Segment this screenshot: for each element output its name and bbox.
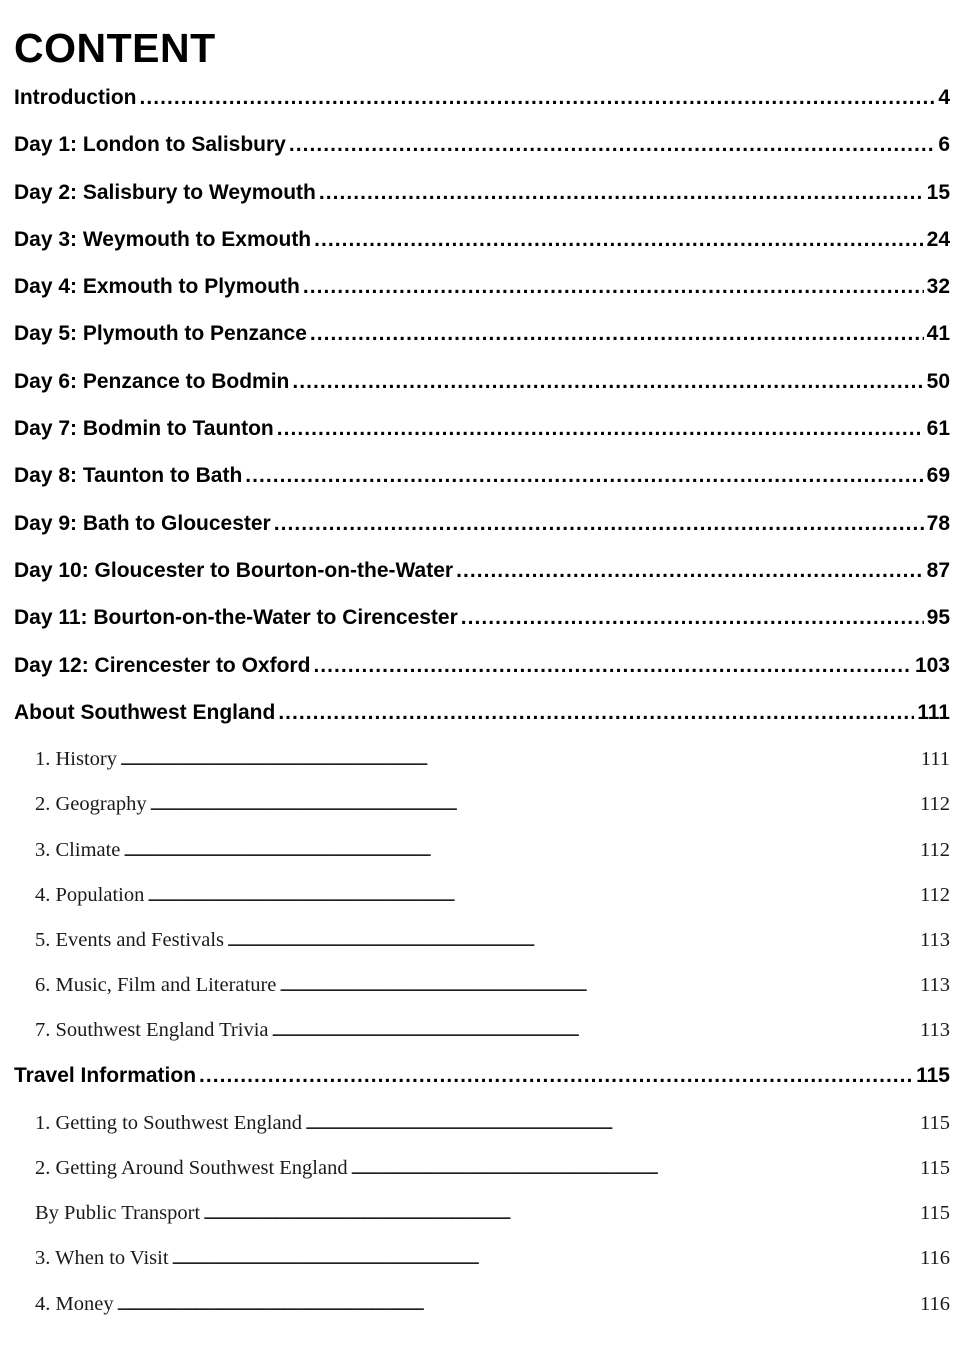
toc-page-number: 61	[926, 417, 950, 441]
toc-page-number: 50	[926, 369, 950, 393]
toc-entry-label: 2. Getting Around Southwest England	[35, 1156, 348, 1179]
toc-entry-day-2[interactable]	[14, 173, 950, 220]
toc-page-number: 111	[917, 700, 950, 724]
toc-page-number: 87	[926, 558, 950, 582]
dot-leader	[319, 173, 924, 213]
dot-leader	[199, 1056, 913, 1096]
dot-leader	[147, 876, 917, 916]
toc-entry-label: Day 4: Exmouth to Plymouth	[14, 275, 300, 299]
toc-page-number: 115	[920, 1156, 950, 1179]
dot-leader	[123, 831, 917, 871]
toc-entry-label: Day 9: Bath to Gloucester	[14, 511, 271, 535]
dot-leader	[245, 456, 923, 496]
toc-entry-label: Day 10: Gloucester to Bourton-on-the-Water	[14, 558, 454, 582]
toc-entry-label: 3. When to Visit	[35, 1247, 169, 1270]
toc-page-number: 115	[920, 1111, 950, 1134]
toc-entry-label: Day 1: London to Salisbury	[14, 133, 286, 157]
toc-entry-label: By Public Transport	[35, 1202, 201, 1225]
toc-subentry-trivia[interactable]	[14, 1011, 950, 1056]
toc-page-number: 115	[916, 1064, 950, 1088]
toc-entry-label: Day 12: Cirencester to Oxford	[14, 653, 311, 677]
toc-subentry-events-and-festivals[interactable]	[14, 921, 950, 966]
toc-subentry-music-film-literature[interactable]	[14, 966, 950, 1011]
toc-entry-day-9[interactable]	[14, 504, 950, 551]
toc-page-number: 24	[926, 227, 950, 251]
dot-leader	[117, 1285, 917, 1325]
toc-entry-label: 1. Getting to Southwest England	[35, 1111, 303, 1134]
toc-entry-label: 5. Events and Festivals	[35, 928, 225, 951]
dot-leader	[279, 966, 917, 1006]
toc-entry-day-1[interactable]	[14, 125, 950, 172]
toc-entry-label: About Southwest England	[14, 700, 276, 724]
toc-entry-label: Day 2: Salisbury to Weymouth	[14, 180, 316, 204]
toc-entry-day-5[interactable]	[14, 314, 950, 361]
dot-leader	[314, 220, 924, 260]
dot-leader	[351, 1149, 917, 1189]
toc-entry-label: Introduction	[14, 86, 137, 109]
dot-leader	[313, 646, 912, 686]
table-of-contents-page	[14, 22, 950, 1330]
toc-subentry-public-transport[interactable]	[14, 1194, 950, 1239]
dot-leader	[274, 504, 924, 544]
toc-entry-label: 4. Population	[35, 883, 145, 906]
dot-leader	[278, 693, 914, 733]
toc-entry-label: 6. Music, Film and Literature	[35, 974, 277, 997]
toc-page-number: 103	[914, 653, 950, 677]
toc-page-number: 6	[938, 133, 950, 157]
toc-entry-day-7[interactable]	[14, 409, 950, 456]
toc-list	[14, 78, 950, 1330]
toc-page-number: 116	[920, 1247, 950, 1270]
toc-entry-label: Day 6: Penzance to Bodmin	[14, 369, 290, 393]
toc-entry-label: 3. Climate	[35, 838, 121, 861]
dot-leader	[303, 267, 924, 307]
dot-leader	[277, 409, 924, 449]
toc-entry-day-4[interactable]	[14, 267, 950, 314]
dot-leader	[203, 1194, 917, 1234]
toc-page-number: 15	[926, 180, 950, 204]
toc-page-number: 4	[938, 86, 950, 109]
toc-page-number: 115	[920, 1202, 950, 1225]
toc-entry-day-8[interactable]	[14, 456, 950, 503]
toc-entry-day-11[interactable]	[14, 598, 950, 645]
toc-entry-label: Day 5: Plymouth to Penzance	[14, 322, 307, 346]
dot-leader	[150, 785, 917, 825]
dot-leader	[120, 740, 918, 780]
toc-entry-day-6[interactable]	[14, 362, 950, 409]
toc-entry-introduction[interactable]	[14, 78, 950, 125]
toc-subentry-geography[interactable]	[14, 785, 950, 830]
toc-entry-travel-information[interactable]	[14, 1056, 950, 1103]
toc-entry-label: Day 11: Bourton-on-the-Water to Cirencester	[14, 606, 458, 630]
dot-leader	[456, 551, 924, 591]
toc-page-number: 112	[920, 793, 950, 816]
toc-entry-label: Day 8: Taunton to Bath	[14, 464, 243, 488]
toc-subentry-getting-to[interactable]	[14, 1104, 950, 1149]
toc-page-number: 69	[926, 464, 950, 488]
toc-page-number: 113	[920, 928, 950, 951]
toc-entry-about-southwest-england[interactable]	[14, 693, 950, 740]
toc-entry-label: 1. History	[35, 748, 117, 771]
toc-entry-day-3[interactable]	[14, 220, 950, 267]
toc-entry-label: Day 7: Bodmin to Taunton	[14, 417, 274, 441]
toc-page-number: 41	[926, 322, 950, 346]
toc-page-number: 111	[920, 748, 950, 771]
toc-entry-label: Travel Information	[14, 1064, 197, 1088]
toc-subentry-history[interactable]	[14, 740, 950, 785]
toc-entry-label: 4. Money	[35, 1292, 114, 1315]
dot-leader	[272, 1011, 918, 1051]
toc-subentry-climate[interactable]	[14, 831, 950, 876]
toc-subentry-population[interactable]	[14, 876, 950, 921]
dot-leader	[227, 921, 917, 961]
toc-entry-label: 7. Southwest England Trivia	[35, 1019, 269, 1042]
toc-subentry-money[interactable]	[14, 1285, 950, 1330]
toc-entry-day-12[interactable]	[14, 646, 950, 693]
dot-leader	[461, 598, 924, 638]
dot-leader	[172, 1239, 917, 1279]
dot-leader	[292, 362, 923, 402]
toc-page-number: 112	[920, 883, 950, 906]
toc-page-number: 78	[926, 511, 950, 535]
toc-entry-day-10[interactable]	[14, 551, 950, 598]
page-title: CONTENT	[14, 25, 216, 71]
toc-page-number: 116	[920, 1292, 950, 1315]
toc-entry-label: 2. Geography	[35, 793, 147, 816]
toc-page-number: 113	[920, 1019, 950, 1042]
dot-leader	[305, 1104, 917, 1144]
toc-page-number: 113	[920, 974, 950, 997]
toc-subentry-getting-around[interactable]	[14, 1149, 950, 1194]
toc-subentry-when-to-visit[interactable]	[14, 1239, 950, 1284]
dot-leader	[289, 125, 935, 165]
toc-entry-label: Day 3: Weymouth to Exmouth	[14, 227, 312, 251]
dot-leader	[310, 314, 924, 354]
toc-page-number: 32	[926, 275, 950, 299]
toc-page-number: 112	[920, 838, 950, 861]
toc-page-number: 95	[926, 606, 950, 630]
dot-leader	[139, 78, 935, 118]
